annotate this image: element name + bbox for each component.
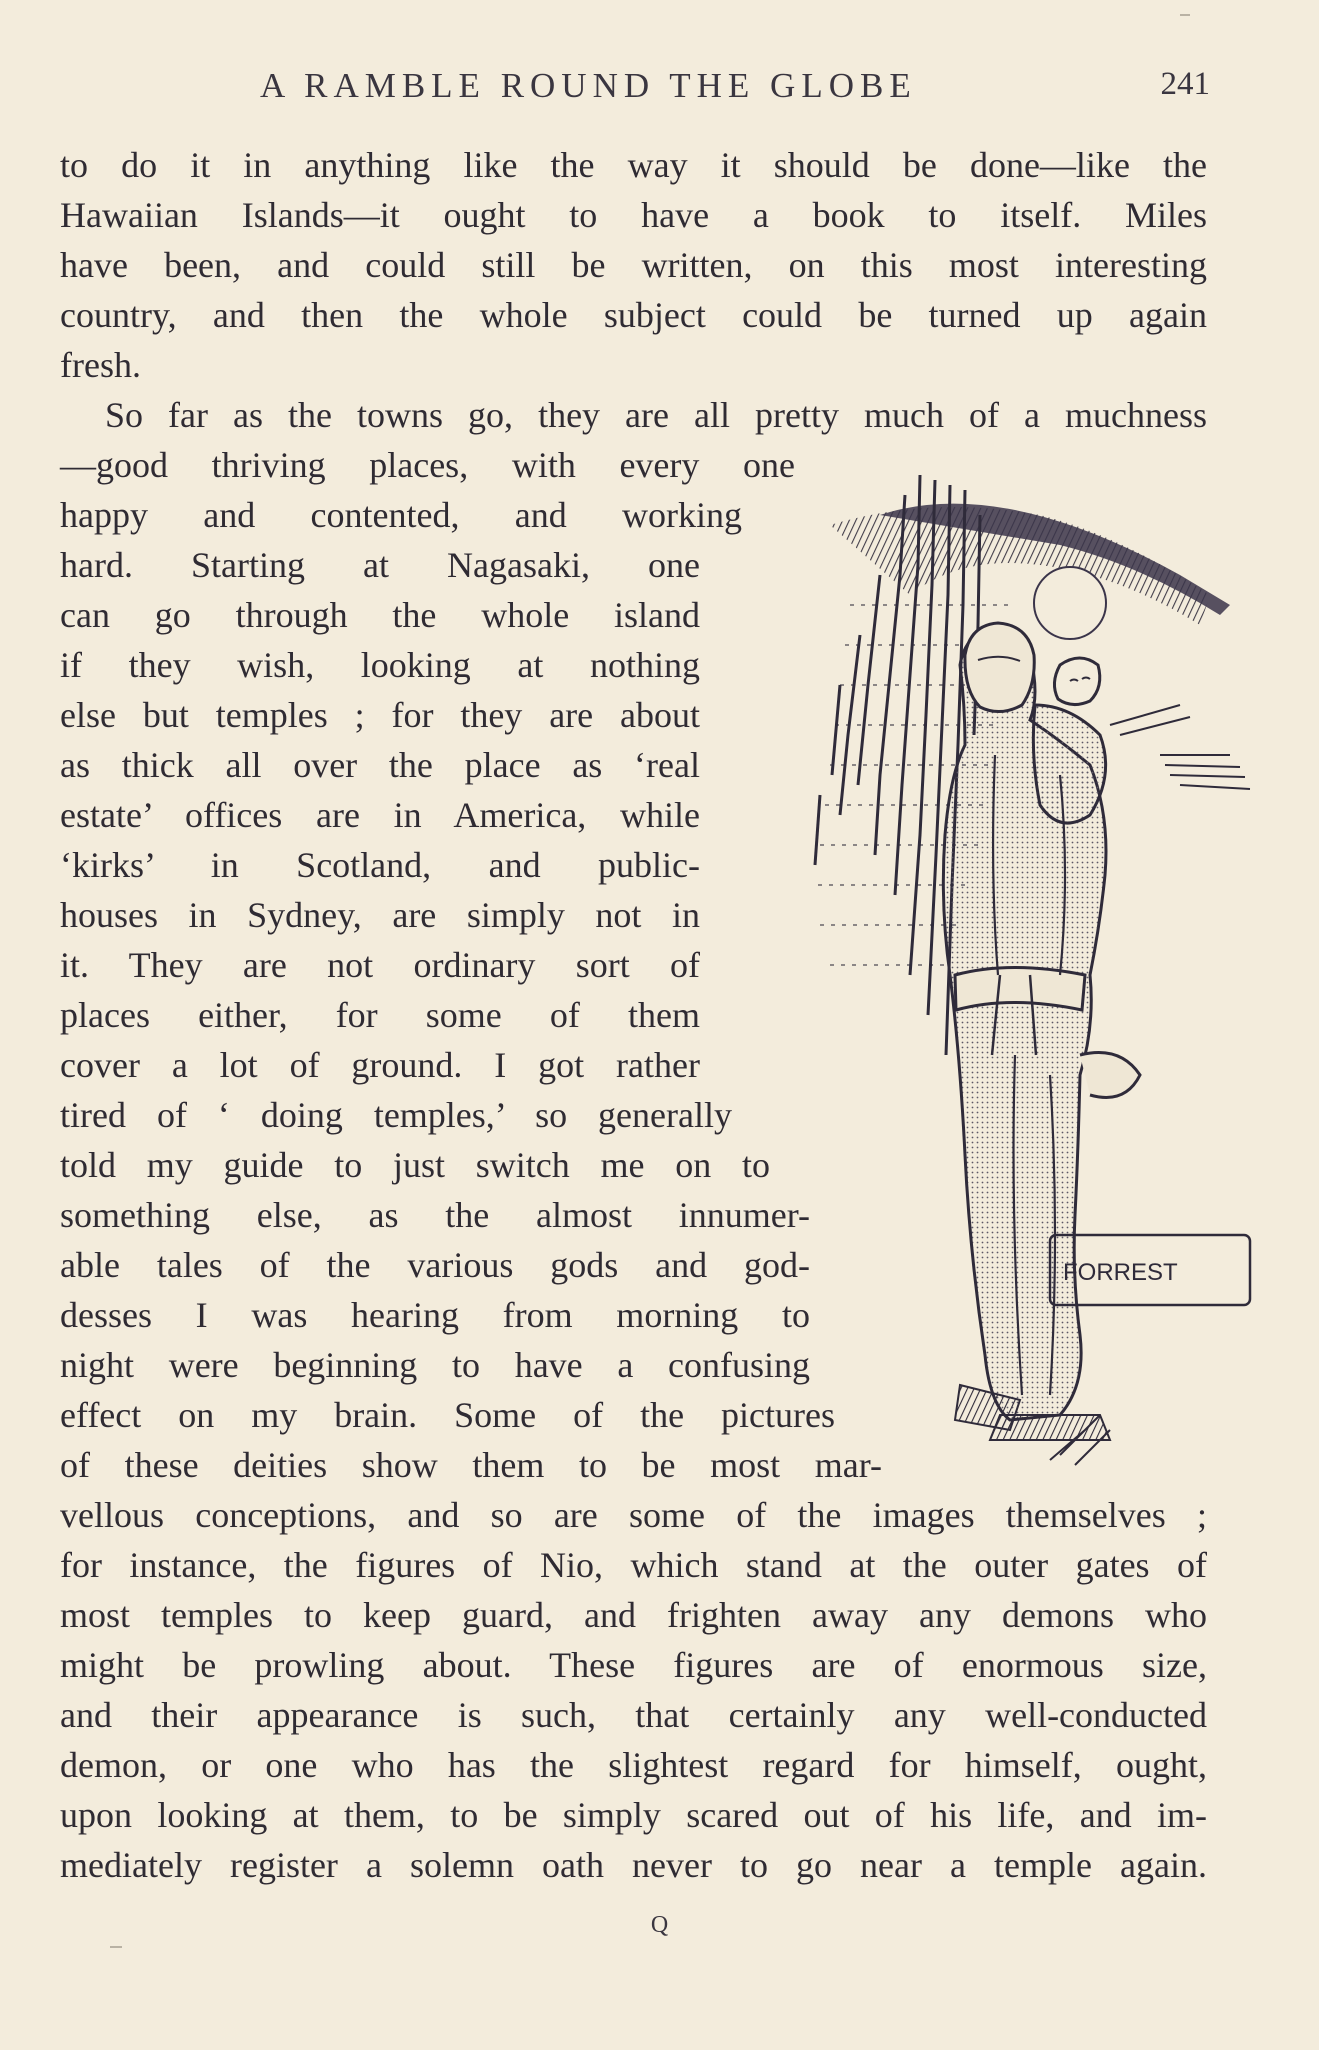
page-speck [110, 1946, 122, 1948]
moon-icon [1034, 567, 1106, 639]
text-line: upon looking at them, to be simply scared out of his life, and im- [60, 1795, 1207, 1835]
text-line: —good thriving places, with every one [60, 445, 795, 485]
text-line: estate’ offices are in America, while [60, 795, 700, 835]
text-line: most temples to keep guard, and frighten away any demons who [60, 1595, 1207, 1635]
running-header [60, 66, 1210, 110]
text-line: cover a lot of ground. I got rather [60, 1045, 700, 1085]
text-line: as thick all over the place as ‘real [60, 745, 700, 785]
text-line: told my guide to just switch me on to [60, 1145, 770, 1185]
text-line: to do it in anything like the way it should be done—like the [60, 145, 1207, 185]
text-line: if they wish, looking at nothing [60, 645, 700, 685]
text-line: So far as the towns go, they are all pretty much of a muchness [105, 395, 1207, 435]
text-line: mediately register a solemn oath never to go near a temple again. [60, 1845, 1207, 1885]
text-line: houses in Sydney, are simply not in [60, 895, 700, 935]
text-line: hard. Starting at Nagasaki, one [60, 545, 700, 585]
text-line: Hawaiian Islands—it ought to have a book to itself. Miles [60, 195, 1207, 235]
text-line: desses I was hearing from morning to [60, 1295, 810, 1335]
signature-mark: Q [650, 1912, 669, 1938]
text-line: else but temples ; for they are about [60, 695, 700, 735]
text-line: country, and then the whole subject could be turned up again [60, 295, 1207, 335]
text-line: something else, as the almost innumer- [60, 1195, 810, 1235]
text-line: vellous conceptions, and so are some of the images themselves ; [60, 1495, 1207, 1535]
text-line: for instance, the figures of Nio, which stand at the outer gates of [60, 1545, 1207, 1585]
text-line: fresh. [60, 345, 141, 385]
page-number: 241 [1160, 66, 1210, 102]
text-line: places either, for some of them [60, 995, 700, 1035]
text-line: demon, or one who has the slightest regard for himself, ought, [60, 1745, 1207, 1785]
page-speck [1180, 14, 1190, 16]
text-line: ‘kirks’ in Scotland, and public- [60, 845, 700, 885]
text-line: effect on my brain. Some of the pictures [60, 1395, 835, 1435]
running-title: A RAMBLE ROUND THE GLOBE [260, 66, 917, 105]
text-line: tired of ‘ doing temples,’ so generally [60, 1095, 732, 1135]
text-line: might be prowling about. These figures are of enormous size, [60, 1645, 1207, 1685]
artist-monogram [1050, 1235, 1250, 1305]
text-line: it. They are not ordinary sort of [60, 945, 700, 985]
woman-with-baby-illustration [760, 455, 1260, 1475]
text-line: able tales of the various gods and god- [60, 1245, 810, 1285]
text-line: of these deities show them to be most mar- [60, 1445, 882, 1485]
text-line: night were beginning to have a confusing [60, 1345, 810, 1385]
text-line: can go through the whole island [60, 595, 700, 635]
monogram-text: FORREST [1063, 1259, 1178, 1286]
text-line: have been, and could still be written, on this most interesting [60, 245, 1207, 285]
text-line: happy and contented, and working [60, 495, 742, 535]
text-line: and their appearance is such, that certainly any well-conducted [60, 1695, 1207, 1735]
